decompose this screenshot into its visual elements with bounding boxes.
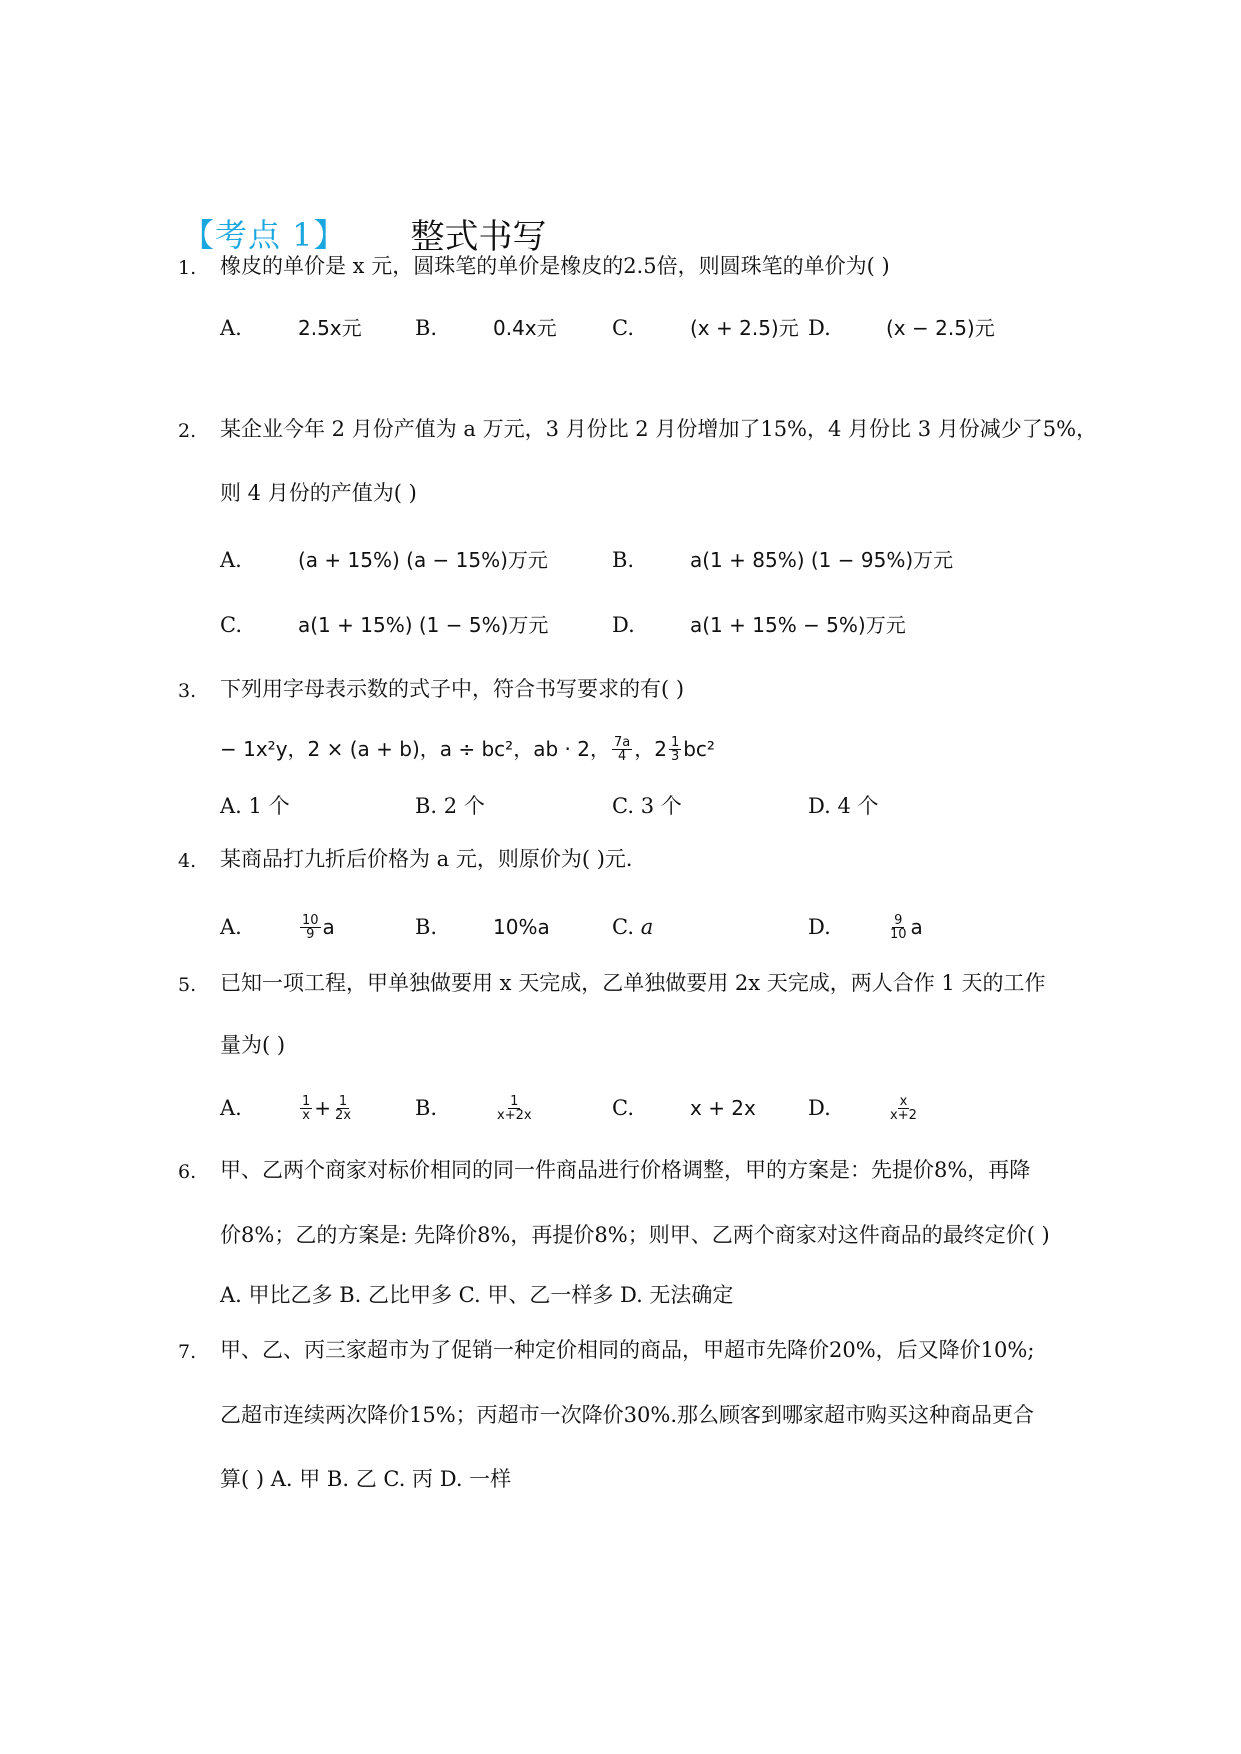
fraction: $\frac{1}{x+2x}$ xyxy=(497,1093,532,1123)
option-d[interactable]: D. (x − 2.5)元 xyxy=(808,316,995,340)
question-number: 4. xyxy=(178,850,197,872)
question-text: 甲、乙、丙三家超市为了促销一种定价相同的商品，甲超市先降价20%，后又降价10%; xyxy=(220,1338,1035,1362)
expression-list: − 1x²y，2 × (a + b)，a ÷ bc²，ab · 2， $\frac{7a}{4}$ ，2 $\frac{1}{3}$ bc² xyxy=(220,734,715,764)
fraction: $\frac{9}{10}$ xyxy=(890,912,907,942)
question-number: 1. xyxy=(178,257,197,279)
option-c[interactable]: C. a xyxy=(612,915,654,939)
fraction: $\frac{1}{2x}$ xyxy=(335,1093,352,1123)
question-text: 则 4 月份的产值为( ) xyxy=(220,481,417,505)
question-number: 7. xyxy=(178,1341,197,1363)
option-c[interactable]: C. a(1 + 15%) (1 − 5%)万元 xyxy=(220,613,549,637)
fraction: $\frac{1}{x}$ xyxy=(302,1093,311,1123)
question-text: 某商品打九折后价格为 a 元，则原价为( )元． xyxy=(220,847,647,871)
option-a[interactable]: A. $\frac{1}{x}$ + $\frac{1}{2x}$ xyxy=(220,1093,352,1123)
option-b[interactable]: B. 10%a xyxy=(415,915,550,939)
question-text: 某企业今年 2 月份产值为 a 万元，3 月份比 2 月份增加了15%，4 月份比 3 月份减少了5%， xyxy=(220,417,1098,441)
question-text: 已知一项工程，甲单独做要用 x 天完成，乙单独做要用 2x 天完成，两人合作 1 天的工作 xyxy=(220,971,1046,995)
option-c[interactable]: C. 3 个 xyxy=(612,794,682,818)
question-text: 橡皮的单价是 x 元，圆珠笔的单价是橡皮的2.5倍，则圆珠笔的单价为( ) xyxy=(220,254,890,278)
option-d[interactable]: D. $\frac{9}{10}$ a xyxy=(808,912,923,942)
option-b[interactable]: B. a(1 + 85%) (1 − 95%)万元 xyxy=(612,548,954,572)
fraction: $\frac{x}{x+2}$ xyxy=(890,1093,917,1123)
option-b[interactable]: B. 0.4x元 xyxy=(415,316,557,340)
fraction: $\frac{1}{3}$ xyxy=(670,734,680,764)
option-d[interactable]: D. 4 个 xyxy=(808,794,879,818)
question-text: 量为( ) xyxy=(220,1033,286,1057)
option-b[interactable]: B. 2 个 xyxy=(415,794,485,818)
question-number: 3. xyxy=(178,680,197,702)
option-a[interactable]: A. 1 个 xyxy=(220,794,290,818)
question-number: 5. xyxy=(178,974,197,996)
question-text-with-options[interactable]: 算( ) A. 甲 B. 乙 C. 丙 D. 一样 xyxy=(220,1467,512,1491)
fraction: $\frac{7a}{4}$ xyxy=(613,734,631,764)
option-d[interactable]: D. a(1 + 15% − 5%)万元 xyxy=(612,613,906,637)
section-title: 整式书写 xyxy=(410,216,547,257)
option-c[interactable]: C. x + 2x xyxy=(612,1096,756,1120)
question-text: 甲、乙两个商家对标价相同的同一件商品进行价格调整，甲的方案是：先提价8%，再降 xyxy=(220,1158,1031,1182)
option-d[interactable]: D. $\frac{x}{x+2}$ xyxy=(808,1093,917,1123)
question-text: 乙超市连续两次降价15%；丙超市一次降价30%.那么顾客到哪家超市购买这种商品更合 xyxy=(220,1403,1035,1427)
option-a[interactable]: A. $\frac{10}{9}$ a xyxy=(220,912,335,942)
question-number: 6. xyxy=(178,1161,197,1183)
question-text: 下列用字母表示数的式子中，符合书写要求的有( ) xyxy=(220,677,685,701)
question-number: 2. xyxy=(178,420,197,442)
option-a[interactable]: A. 2.5x元 xyxy=(220,316,362,340)
fraction: $\frac{10}{9}$ xyxy=(302,912,319,942)
options-line[interactable]: A. 甲比乙多 B. 乙比甲多 C. 甲、乙一样多 D. 无法确定 xyxy=(220,1283,734,1307)
section-tag: 【考点 1】 xyxy=(182,216,347,254)
option-a[interactable]: A. (a + 15%) (a − 15%)万元 xyxy=(220,548,548,572)
option-c[interactable]: C. (x + 2.5)元 xyxy=(612,316,799,340)
question-text: 价8%；乙的方案是: 先降价8%，再提价8%；则甲、乙两个商家对这件商品的最终定价( ) xyxy=(220,1223,1050,1247)
option-b[interactable]: B. $\frac{1}{x+2x}$ xyxy=(415,1093,532,1123)
